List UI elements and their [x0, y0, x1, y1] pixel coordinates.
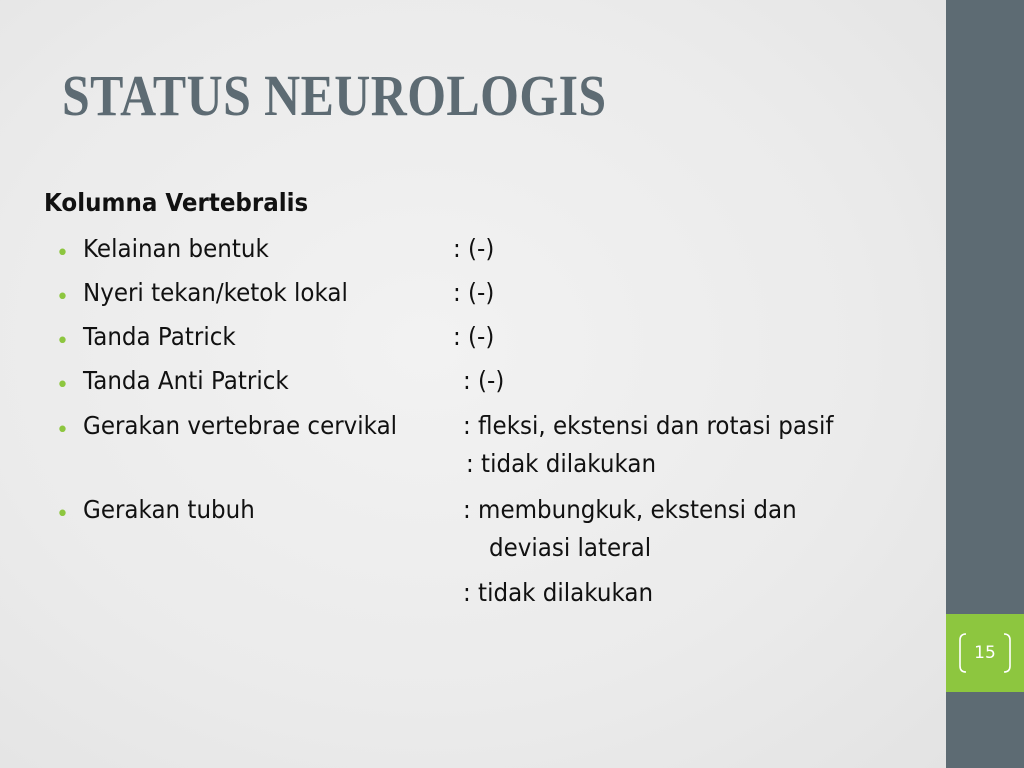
- item-label: Nyeri tekan/ketok lokal: [83, 278, 348, 307]
- page-number-box: [946, 614, 1024, 692]
- bullet-icon: [56, 285, 68, 297]
- item-value: : membungkuk, ekstensi dan: [463, 495, 797, 524]
- item-label: Tanda Anti Patrick: [83, 366, 289, 395]
- page-number-frame: [958, 632, 1012, 674]
- page-number: 15: [974, 643, 996, 663]
- bullet-icon: [56, 418, 68, 430]
- item-value: : (-): [453, 234, 495, 263]
- item-label: Tanda Patrick: [83, 322, 236, 351]
- bullet-icon: [56, 373, 68, 385]
- item-value-continuation: deviasi lateral: [489, 533, 652, 562]
- item-value: : (-): [453, 322, 495, 351]
- item-label: Kelainan bentuk: [83, 234, 269, 263]
- slide-title: STATUS NEUROLOGIS: [62, 63, 607, 128]
- bullet-icon: [56, 329, 68, 341]
- item-value: : (-): [453, 278, 495, 307]
- item-label: Gerakan tubuh: [83, 495, 255, 524]
- item-value: : fleksi, ekstensi dan rotasi pasif: [463, 411, 834, 440]
- item-value-continuation: : tidak dilakukan: [463, 578, 654, 607]
- bullet-icon: [56, 502, 68, 514]
- item-label: Gerakan vertebrae cervikal: [83, 411, 398, 440]
- section-heading: Kolumna Vertebralis: [44, 188, 309, 217]
- item-value-continuation: : tidak dilakukan: [466, 449, 657, 478]
- item-value: : (-): [463, 366, 505, 395]
- bullet-icon: [56, 241, 68, 253]
